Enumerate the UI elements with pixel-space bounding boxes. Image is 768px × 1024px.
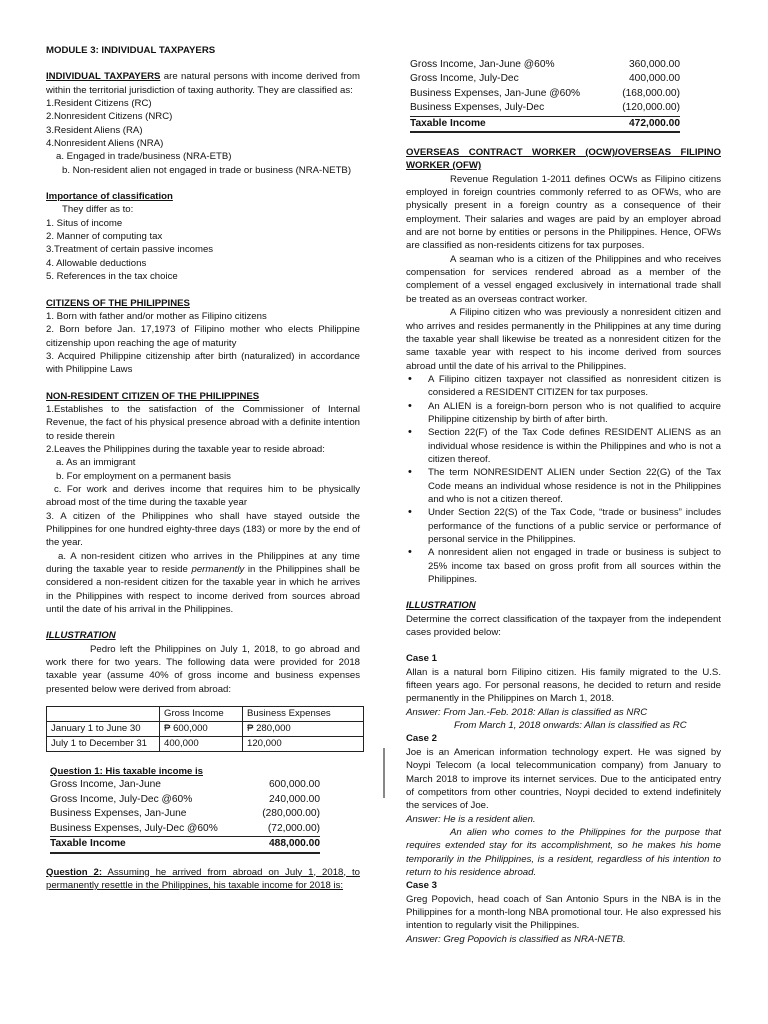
table-cell: 120,000 (243, 737, 364, 752)
nra-subitem: b. Non-resident alien not engaged in trade or business (NRA-NETB) (62, 164, 352, 176)
computation-value: 240,000.00 (269, 793, 320, 805)
class-item: 3.Resident Aliens (RA) (46, 124, 143, 136)
definition-text: are natural persons with income derived from within the territorial jurisdiction of taxing authority. They are classified as: (46, 71, 360, 96)
question-2-computation (406, 58, 680, 133)
illustration-text: Pedro left the Philippines on July 1, 2018, to go abroad and work there for two years. The following data were provided for 2018 taxable year (assume 40% of gross income and business expenses presented below were derived from abroad: (46, 643, 360, 695)
module-title: MODULE 3: INDIVIDUAL TAXPAYERS (46, 45, 216, 56)
case-title: Case 3 (406, 880, 437, 892)
case-title: Case 1 (406, 653, 437, 665)
computation-label: Business Expenses, Jan-June (50, 808, 187, 820)
nrc-subitem: b. For employment on a permanent basis (56, 470, 231, 482)
computation-row (410, 101, 680, 115)
table-row (47, 737, 364, 752)
table-cell: ₱ 600,000 (160, 722, 243, 737)
question-1-heading: Question 1: His taxable income is (50, 766, 204, 778)
class-item: 4.Nonresident Aliens (NRA) (46, 138, 164, 150)
illustration-heading: ILLUSTRATION (406, 600, 476, 612)
importance-item: 1. Situs of income (46, 217, 123, 229)
citizens-item: 1. Born with father and/or mother as Filipino citizens (46, 310, 267, 322)
computation-total-row (410, 116, 680, 133)
case-answer: Answer: He is a resident alien. (406, 813, 536, 825)
ofw-heading: OVERSEAS CONTRACT WORKER (OCW)/OVERSEAS FILIPINO WORKER (OFW) (406, 147, 721, 172)
list-item: • An ALIEN is a foreign-born person who is not qualified to acquire Philippine citizenship by birth of after birth. (406, 400, 721, 427)
nrc-3a-emphasis: permanently (191, 564, 245, 576)
case-answer: Answer: Greg Popovich is classified as NRA-NETB. (406, 933, 626, 945)
nrc-subitem: a. As an immigrant (56, 457, 136, 469)
importance-item: 5. References in the tax choice (46, 271, 178, 283)
computation-total-row (50, 836, 320, 853)
computation-value: (168,000.00) (622, 87, 680, 99)
question-2-text (46, 866, 360, 893)
nrc-subitem-3a (46, 550, 360, 617)
definitions-list (406, 373, 721, 587)
nrc-subitem: c. For work and derives income that requires him to be physically abroad most of the time during the taxable year (46, 483, 360, 509)
computation-label: Gross Income, Jan-June @60% (410, 59, 555, 70)
question-2-label: Question 2: (46, 866, 103, 878)
table-cell: July 1 to December 31 (47, 737, 160, 752)
table-cell: 400,000 (160, 737, 243, 752)
illustration-text: Determine the correct classification of the taxpayer from the independent cases provided below: (406, 613, 721, 639)
table-cell: ₱ 280,000 (243, 722, 364, 737)
table-header (47, 707, 160, 722)
computation-label: Business Expenses, July-Dec @60% (50, 822, 218, 834)
list-item: • Section 22(F) of the Tax Code defines RESIDENT ALIENS as an individual whose residence is within the Philippines and who is not a citizen thereof. (406, 426, 721, 466)
table-header: Gross Income (160, 707, 243, 722)
class-item: 2.Nonresident Citizens (NRC) (46, 111, 173, 123)
case-answer: Answer: From Jan.-Feb. 2018: Allan is classified as NRC (406, 706, 648, 718)
computation-value: 360,000.00 (629, 59, 680, 70)
left-column (46, 44, 360, 892)
citizens-heading: CITIZENS OF THE PHILIPPINES (46, 297, 190, 309)
computation-label: Gross Income, July-Dec @60% (50, 793, 193, 805)
computation-row (410, 87, 680, 101)
table-cell: January 1 to June 30 (47, 722, 160, 737)
illustration-heading: ILLUSTRATION (46, 630, 116, 642)
computation-row (50, 807, 320, 821)
computation-label: Business Expenses, July-Dec (410, 102, 545, 114)
nrc-3a-text: a. A non-resident citizen who arrives in the Philippines at any time during the taxable year to reside (46, 550, 360, 576)
individual-taxpayers-definition (46, 70, 360, 97)
computation-total-label: Taxable Income (50, 838, 126, 850)
class-item: 1.Resident Citizens (RC) (46, 98, 152, 110)
computation-value: (72,000.00) (267, 822, 320, 834)
computation-row (50, 822, 320, 836)
importance-intro: They differ as to: (62, 204, 134, 216)
list-item: • A Filipino citizen taxpayer not classified as nonresident citizen is considered a RESIDENT CITIZEN for tax purposes. (406, 373, 721, 400)
nrc-3a-text-end: in the Philippines shall be considered a non-resident citizen for the taxable year in which he arrives in the Philippines with respect to income derived from sources abroad until the date of his arrival in the Philippines. (46, 564, 361, 616)
computation-label: Gross Income, July-Dec (410, 73, 519, 85)
nrc-item: 1.Establishes to the satisfaction of the Commissioner of Internal Revenue, the fact of his physical presence abroad with a definite intention to reside therein (46, 403, 360, 442)
case-text: Joe is an American information technology expert. He was signed by Noypi Telecom (a local telecommunication company) from January to March 2018 to improve its internet services. Due to the anticipated entry of competitors from other countries, Noypi decided to extend indefinitely the services of Joe. (406, 746, 721, 812)
definition-term: INDIVIDUAL TAXPAYERS (46, 71, 161, 83)
ofw-paragraph: Revenue Regulation 1-2011 defines OCWs as Filipino citizens employed in foreign countries commonly referred to as OFWs, who are physically present in a foreign country as a consequence of their employment. Their salaries and wages are paid by an employer abroad and are not borne by entities or persons in the Philippines. Hence, OFWs are classified as non-residents citizens for tax purposes. (406, 173, 721, 252)
right-column (406, 58, 721, 946)
case-text: Allan is a natural born Filipino citizen. His family migrated to the U.S. fifteen years ago. For personal reasons, he decided to return and reside permanently in the Philippines on March 1, 2018. (406, 666, 721, 705)
case-answer: From March 1, 2018 onwards: Allan is classified as RC (454, 720, 687, 732)
importance-item: 2. Manner of computing tax (46, 231, 163, 243)
list-item: • The term NONRESIDENT ALIEN under Section 22(G) of the Tax Code means an individual whose residence is not in the Philippines and who is not a citizen thereof. (406, 466, 721, 506)
case-title: Case 2 (406, 733, 437, 745)
computation-row (410, 72, 680, 86)
citizens-item: 2. Born before Jan. 17,1973 of Filipino mother who elects Philippine citizenship upon reaching the age of maturity (46, 324, 360, 349)
question-1-computation (46, 778, 320, 853)
importance-item: 4. Allowable deductions (46, 257, 147, 269)
nra-subitem: a. Engaged in trade/business (NRA-ETB) (56, 151, 232, 163)
nrc-item: 2.Leaves the Philippines during the taxable year to reside abroad: (46, 443, 325, 455)
computation-value: (120,000.00) (622, 102, 680, 114)
case-text: Greg Popovich, head coach of San Antonio Spurs in the NBA is in the Philippines for a month-long NBA promotional tour. He also expressed his intention to regularly visit the Philippines. (406, 893, 721, 932)
question-2-body: Assuming he arrived from abroad on July 1, 2018, to permanently resettle in the Philippines, his taxable income for 2018 is: (46, 866, 360, 891)
table-header: Business Expenses (243, 707, 364, 722)
computation-label: Gross Income, Jan-June (50, 779, 161, 791)
importance-item: 3.Treatment of certain passive incomes (46, 244, 214, 256)
table-header-row (47, 707, 364, 722)
table-row (47, 722, 364, 737)
computation-total-label: Taxable Income (410, 117, 486, 129)
computation-label: Business Expenses, Jan-June @60% (410, 87, 581, 99)
list-item: • Under Section 22(S) of the Tax Code, “trade or business” includes performance of the functions of a public service or performance of personal service in the Philippines. (406, 506, 721, 546)
computation-total-value: 472,000.00 (629, 117, 680, 129)
nrc-item: 3. A citizen of the Philippines who shall have stayed outside the Philippines for one hundred eighty-three days (183) or more by the end of the year. (46, 510, 360, 549)
list-item: • A nonresident alien not engaged in trade or business is subject to 25% income tax based on gross profit from all sources within the Philippines. (406, 546, 721, 586)
computation-value: 600,000.00 (269, 779, 320, 791)
ofw-paragraph: A seaman who is a citizen of the Philippines and who receives compensation for services rendered abroad as a member of the complement of a vessel engaged exclusively in international trade shall be treated as an overseas contract worker. (406, 253, 721, 305)
computation-value: (280,000.00) (262, 808, 320, 820)
importance-heading: Importance of classification (46, 191, 173, 203)
computation-row (50, 793, 320, 807)
margin-mark (383, 748, 385, 798)
computation-value: 400,000.00 (629, 73, 680, 85)
case-note: An alien who comes to the Philippines for the purpose that requires extended stay for its accomplishment, so he makes his home temporarily in the Philippines, is a resident, regardless of his intention to return to his residence abroad. (406, 826, 721, 878)
nrc-heading: NON-RESIDENT CITIZEN OF THE PHILIPPINES (46, 390, 260, 402)
computation-row (410, 58, 680, 72)
income-table (46, 706, 364, 752)
computation-row (50, 778, 320, 792)
citizens-item: 3. Acquired Philippine citizenship after birth (naturalized) in accordance with Philippine Laws (46, 350, 360, 376)
ofw-paragraph: A Filipino citizen who was previously a nonresident citizen and who arrives and resides permanently in the Philippines at any time during the taxable year shall likewise be treated as a nonresident citizen for the same taxable year with respect to his income derived from sources abroad until the date of his arrival to the Philippines. (406, 307, 721, 372)
computation-total-value: 488,000.00 (269, 838, 320, 850)
